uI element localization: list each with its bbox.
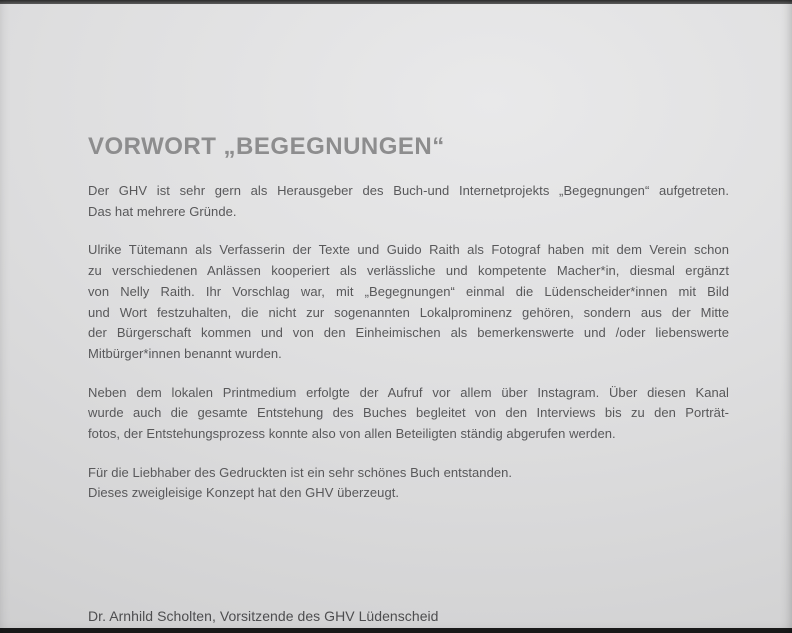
paragraph-authors [88, 240, 729, 364]
text-line: Dieses zweigleisige Konzept hat den GHV überzeugt. [88, 485, 400, 501]
page-top-edge [0, 0, 792, 4]
paragraph-intro [88, 181, 729, 222]
preface-content [88, 133, 729, 522]
text-line: Für die Liebhaber des Gedruckten ist ein sehr schönes Buch entstanden. [88, 464, 513, 480]
signature-line: Dr. Arnhild Scholten, Vorsitzende des GHV Lüdenscheid [88, 608, 439, 624]
text-line: fotos, der Entstehungsprozess konnte also von allen Beteiligten ständig abgerufen werden. [88, 426, 616, 442]
paragraph-conclusion [88, 463, 729, 504]
text-line: von Nelly Raith. Ihr Vorschlag war, mit „Begegnungen“ einmal die Lüdenscheider*innen mit Bild [88, 283, 729, 299]
text-line: Das hat mehrere Gründe. [88, 203, 237, 219]
paragraph-instagram [88, 383, 729, 445]
text-line: Der GHV ist sehr gern als Herausgeber des Buch-und Internetprojekts „Begegnungen“ aufgetreten. [88, 183, 729, 198]
page-bottom-edge [0, 628, 792, 633]
page-title: VORWORT „BEGEGNUNGEN“ [88, 133, 445, 160]
text-line: Neben dem lokalen Printmedium erfolgte der Aufruf vor allem über Instagram. Über diesen Kanal [88, 384, 729, 400]
text-line: der Bürgerschaft kommen und von den Einheimischen als bemerkenswerte und /oder liebenswerte [88, 325, 729, 341]
text-line: Mitbürger*innen benannt wurden. [88, 345, 282, 361]
text-line: wurde auch die gesamte Entstehung des Buches begleitet von den Interviews bis zu den Porträt- [88, 405, 729, 421]
text-line: zu verschiedenen Anlässen kooperiert als verlässliche und kompetente Macher*in, diesmal ergänzt [88, 263, 729, 279]
text-line: und Wort festzuhalten, die nicht zur sogenannten Lokalprominenz gehören, sondern aus der Mitte [88, 304, 729, 320]
preface-body [88, 181, 729, 504]
text-line: Ulrike Tütemann als Verfasserin der Texte und Guido Raith als Fotograf haben mit dem Verein schon [88, 242, 729, 258]
